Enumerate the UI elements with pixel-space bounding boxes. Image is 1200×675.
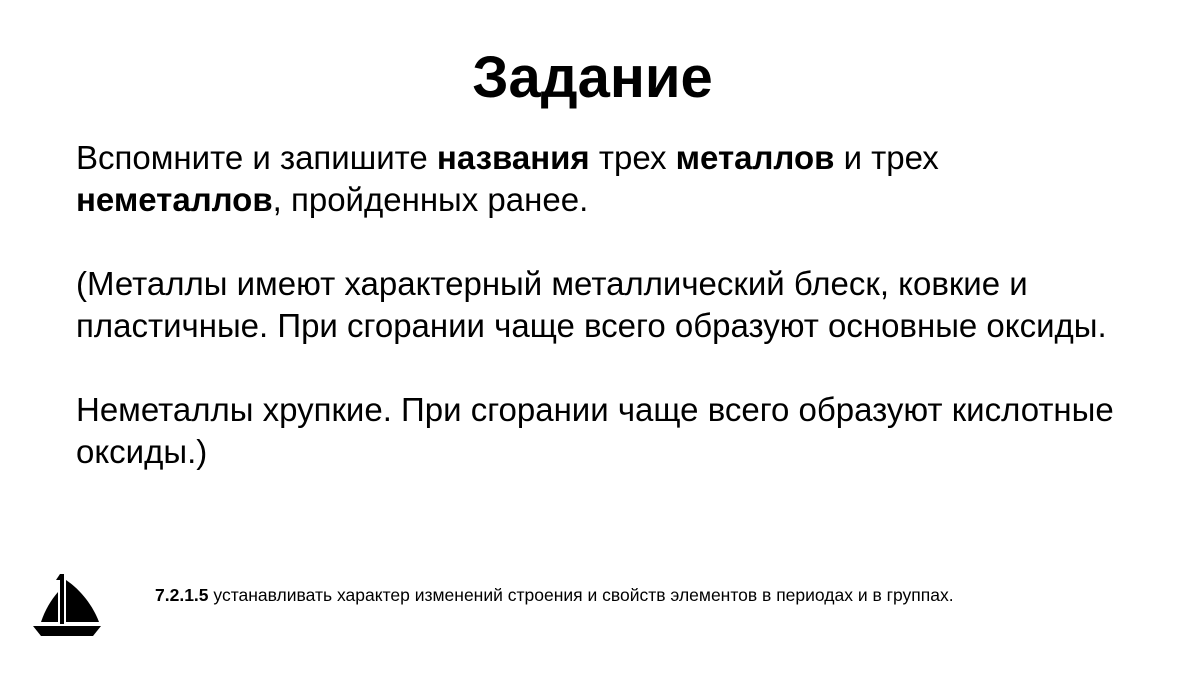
task-instruction — [76, 137, 1126, 221]
metals-note: (Металлы имеют характерный металлический блеск, ковкие и пластичные. При сгорании чаще всего образуют основные оксиды. — [76, 265, 1107, 344]
task-keyword-nonmetals: неметаллов — [76, 181, 273, 218]
task-keyword-metals: металлов — [675, 139, 835, 176]
task-instruction-part: и трех — [834, 139, 939, 176]
task-keyword-names: названия — [436, 139, 590, 176]
objective-text: устанавливать характер изменений строения и свойств элементов в периодах и в группах. — [208, 585, 954, 605]
task-instruction-part: Вспомните и запишите — [76, 139, 437, 176]
objective-code: 7.2.1.5 — [155, 585, 209, 605]
slide-title: Задание — [472, 45, 713, 110]
paragraph-spacer — [76, 221, 1126, 263]
nonmetals-note: Неметаллы хрупкие. При сгорании чаще всего образуют кислотные оксиды.) — [76, 391, 1114, 470]
learning-objective — [155, 583, 1115, 607]
task-instruction-part: трех — [589, 139, 676, 176]
task-text — [76, 137, 1126, 473]
sailboat-icon — [31, 572, 103, 638]
task-instruction-part: , пройденных ранее. — [272, 181, 589, 218]
paragraph-spacer — [76, 347, 1126, 389]
